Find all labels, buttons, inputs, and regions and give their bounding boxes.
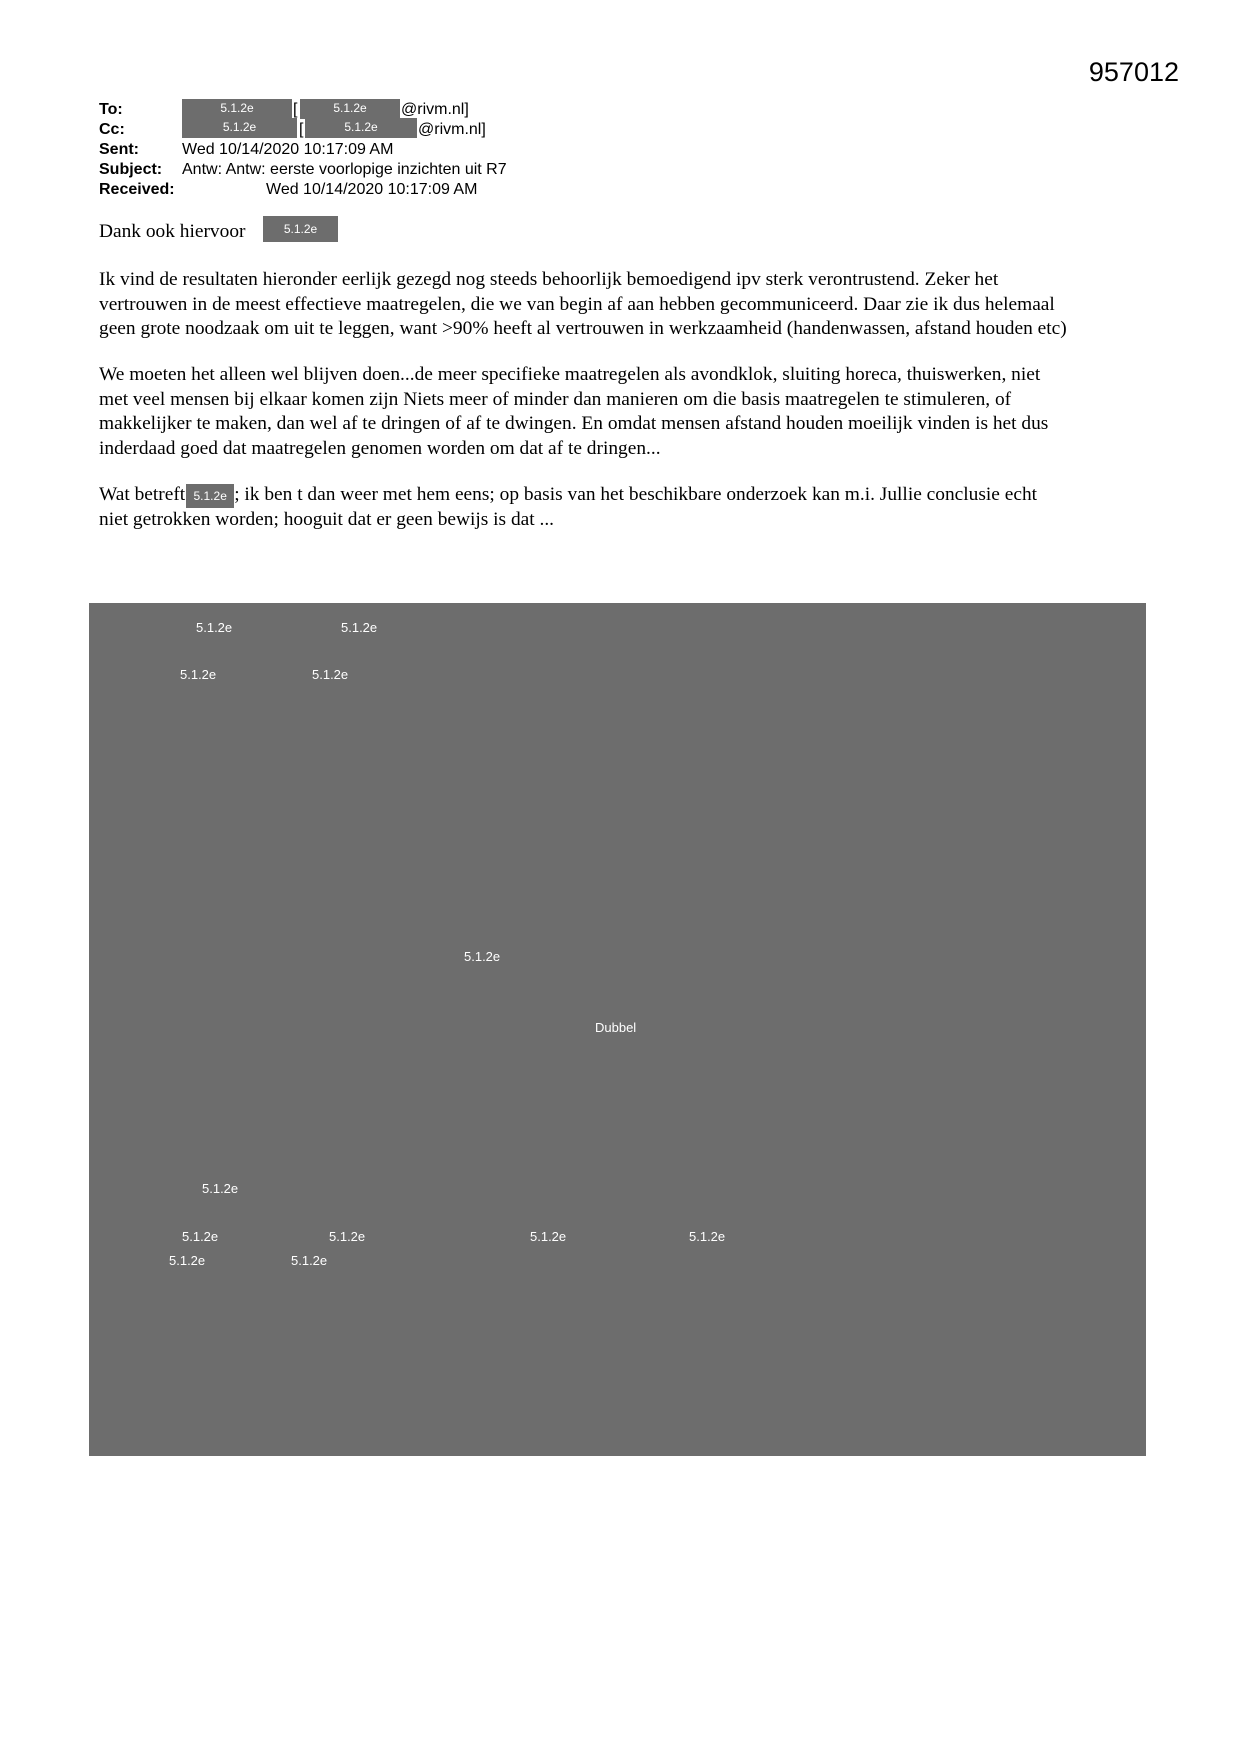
paragraph-1-line-1: Ik vind de resultaten hieronder eerlijk gezegd nog steeds behoorlijk bemoedigend ipv sterk verontrustend. Zeker het (99, 269, 999, 290)
cc-row (99, 120, 125, 140)
paragraph-3-line-2: niet getrokken worden; hooguit dat er geen bewijs is dat ... (99, 508, 555, 530)
redaction-to-name: 5.1.2e (182, 99, 292, 119)
to-email-suffix: @rivm.nl] (401, 101, 469, 118)
subject-label: Subject: (99, 161, 163, 178)
paragraph-2-line-2: met veel mensen bij elkaar komen zijn Niets meer of minder dan manieren om die basis maatregelen te stimuleren, of (99, 388, 1012, 410)
subject-value: Antw: Antw: eerste voorlopige inzichten uit R7 (182, 161, 507, 178)
paragraph-3-prefix: Wat betreft (99, 484, 186, 505)
redaction-greeting-name: 5.1.2e (263, 216, 338, 242)
block-redaction-label-9: 5.1.2e (530, 1229, 567, 1244)
redaction-inline-name: 5.1.2e (186, 484, 234, 508)
received-row (99, 180, 478, 200)
paragraph-3 (99, 483, 1144, 532)
paragraph-2-line-4: inderdaad goed dat maatregelen genomen worden om dat af te dringen... (99, 437, 661, 459)
sent-row (99, 140, 394, 160)
block-redaction-label-12: 5.1.2e (291, 1253, 328, 1268)
redaction-cc-name: 5.1.2e (182, 118, 297, 138)
to-row (99, 100, 123, 120)
paragraph-1-line-2: vertrouwen in de meest effectieve maatregelen, die we van begin af aan hebben gecommuniceerd. Daar zie ik dus helemaal (99, 293, 1055, 315)
paragraph-2-line-1: We moeten het alleen wel blijven doen...de meer specifieke maatregelen als avondklok, sluiting horeca, thuiswerken, niet (99, 364, 1041, 385)
block-redaction-label-7: 5.1.2e (182, 1229, 219, 1244)
document-number: 957012 (1088, 57, 1179, 87)
block-redaction-label-2: 5.1.2e (341, 620, 378, 635)
sent-label: Sent: (99, 141, 139, 158)
block-redaction-label-4: 5.1.2e (312, 667, 349, 682)
cc-open-bracket: [ (299, 121, 304, 138)
paragraph-1 (99, 268, 1144, 342)
block-redaction-label-1: 5.1.2e (196, 620, 233, 635)
paragraph-3-rest: ; ik ben t dan weer met hem eens; op basis van het beschikbare onderzoek kan m.i. Jullie conclusie echt (234, 484, 1038, 505)
block-redaction-label-5: 5.1.2e (464, 949, 501, 964)
block-redaction-label-6: 5.1.2e (202, 1181, 239, 1196)
block-redaction-label-8: 5.1.2e (329, 1229, 366, 1244)
greeting-line (99, 220, 1139, 245)
sent-value: Wed 10/14/2020 10:17:09 AM (182, 141, 394, 158)
block-redaction-label-3: 5.1.2e (180, 667, 217, 682)
block-redaction-label-10: 5.1.2e (689, 1229, 726, 1244)
to-open-bracket: [ (293, 101, 298, 118)
paragraph-2 (99, 363, 1144, 461)
cc-email-suffix: @rivm.nl] (418, 121, 486, 138)
cc-label: Cc: (99, 121, 125, 138)
received-value: Wed 10/14/2020 10:17:09 AM (266, 181, 478, 198)
greeting-text: Dank ook hiervoor (99, 221, 246, 242)
paragraph-1-line-3: geen grote noodzaak om uit te leggen, want >90% heeft al vertrouwen in werkzaamheid (handenwassen, afstand houden etc) (99, 318, 1067, 339)
redaction-cc-email: 5.1.2e (305, 118, 417, 138)
block-redaction-label-11: 5.1.2e (169, 1253, 206, 1268)
redacted-block (89, 603, 1146, 1456)
received-label: Received: (99, 181, 175, 198)
redaction-to-email: 5.1.2e (300, 99, 400, 119)
paragraph-2-line-3: makkelijker te maken, dan wel af te dringen of af te dwingen. En omdat mensen afstand houden moeilijk vinden is het dus (99, 413, 1049, 434)
paragraph-3-line-1 (99, 483, 1144, 508)
to-label: To: (99, 101, 123, 118)
block-dubbel-label: Dubbel (595, 1020, 637, 1035)
subject-row (99, 160, 507, 180)
